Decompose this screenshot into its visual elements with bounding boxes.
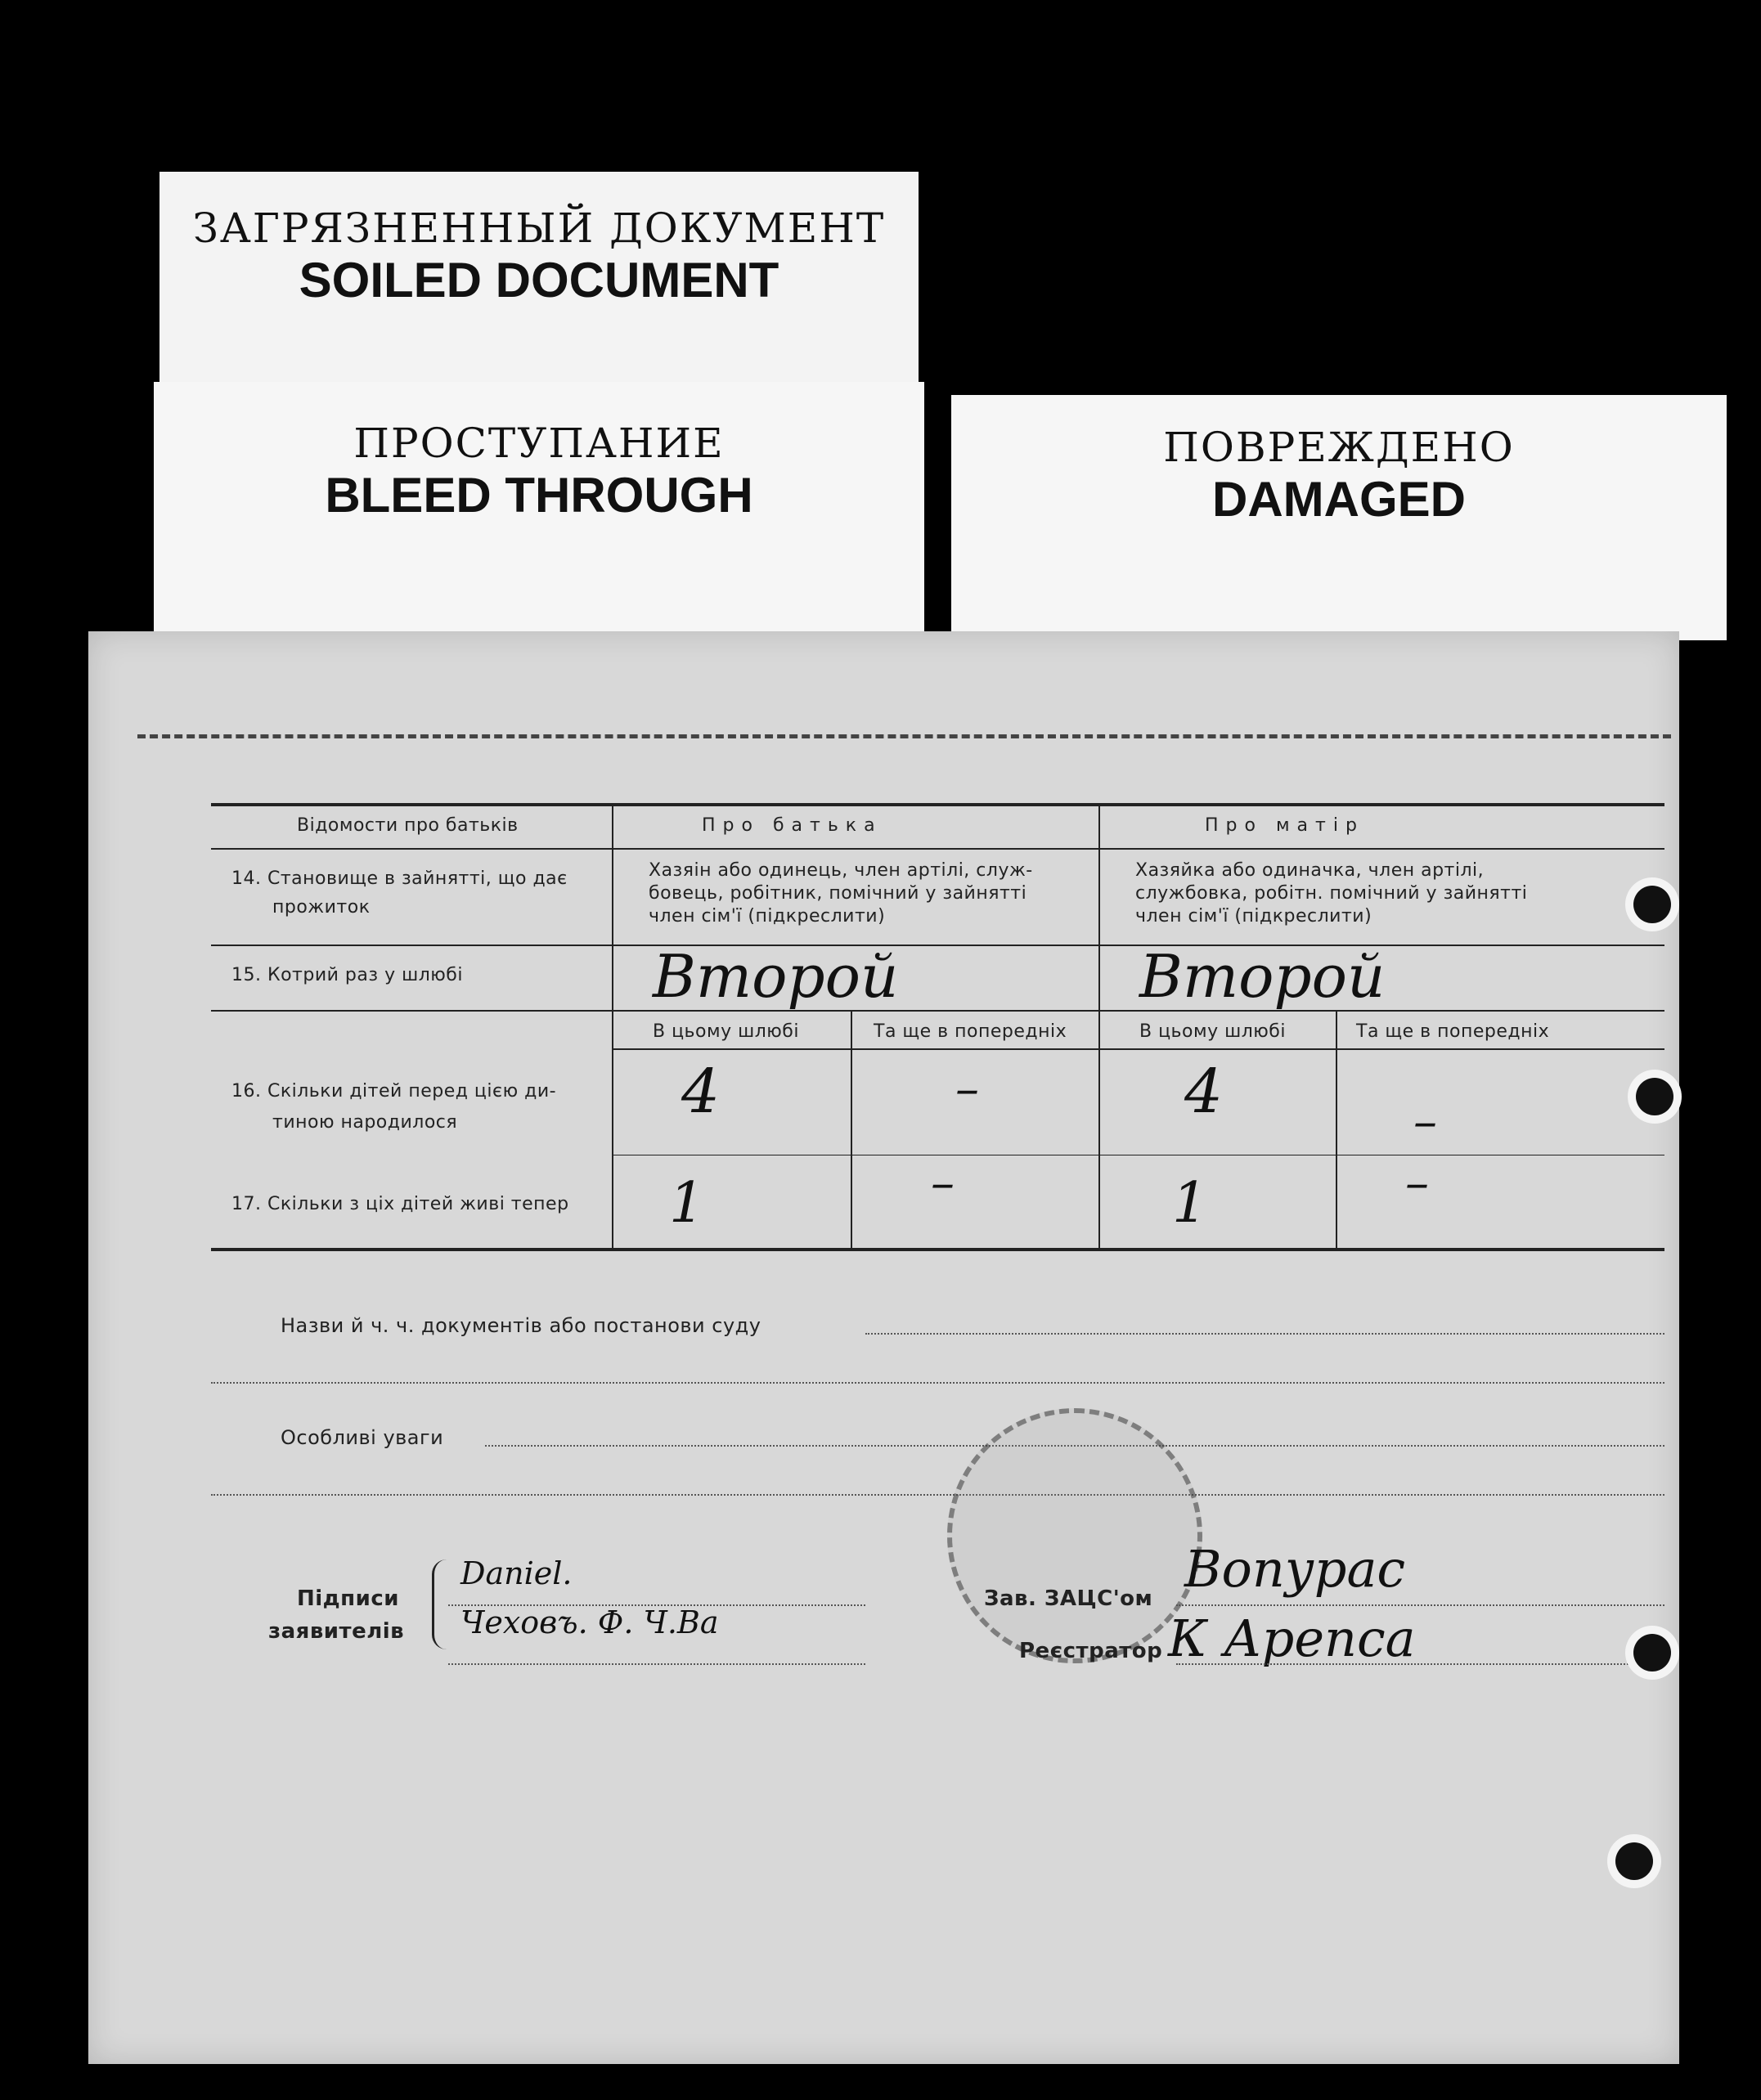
header-mother: Про матір [1205,815,1364,836]
slip-label-en: BLEED THROUGH [325,468,753,523]
subheader-this-marriage-father: В цьому шлюбі [653,1021,799,1042]
row17-mother-this: 1 [1172,1171,1208,1236]
row16-mother-prev: – [1413,1093,1437,1149]
slip-label-en: DAMAGED [1212,472,1466,527]
applicant-signature-1: Daniel. [460,1555,573,1591]
damaged-slip [951,395,1727,640]
row14-label: 14. Становище в зайнятті, що дає [231,868,568,889]
row17-father-prev: – [931,1155,955,1210]
row15-father-value: Второй [653,942,899,1011]
subheader-this-marriage-mother: В цьому шлюбі [1139,1021,1286,1042]
table-bottom-rule [211,1248,1664,1251]
punch-hole [1633,886,1671,923]
documents-label: Назви й ч. ч. документів або постанови суду [281,1314,761,1337]
zags-head-label: Зав. ЗАЦС'ом [984,1586,1153,1611]
slip-label-ru: ПРОСТУПАНИЕ [353,420,725,467]
row17-label: 17. Скільки з ціх дітей живі тепер [231,1194,569,1214]
slip-label-ru: ЗАГРЯЗНЕННЫЙ ДОКУМЕНТ [192,204,886,252]
row16-father-this: 4 [681,1057,721,1127]
punch-hole [1633,1634,1671,1671]
table-top-rule [211,803,1664,806]
remarks-label: Особливі уваги [281,1426,444,1449]
row15-label: 15. Котрий раз у шлюбі [231,965,463,985]
applicant-signature-2: Чеховъ. Ф. Ч.Ва [460,1604,719,1640]
zags-head-signature: Вопурас [1184,1539,1406,1599]
row17-mother-prev: – [1405,1155,1429,1210]
row14-father-options: Хазяін або одинець, член артілі, служ- [649,860,1033,881]
subheader-previous-father: Та ще в попередніх [874,1021,1067,1042]
bleed-through-slip [154,382,924,635]
punch-hole [1636,1078,1673,1115]
row14-mother-options: Хазяйка або одиначка, член артілі, [1135,860,1485,881]
official-stamp [947,1408,1202,1663]
registrar-signature: К Арепса [1168,1609,1416,1668]
subheader-previous-mother: Та ще в попередніх [1356,1021,1550,1042]
perforation-line [137,734,1671,738]
applicants-signatures-label: Підписи [297,1586,399,1611]
registration-form-page: Відомости про батьків Про батька Про матір 14. Становище в зайнятті, що дає прожиток Хазяін або одинець, член артілі, служ- бовець, робітник, помічний у зайнятті член сім'ї (підкреслити) Хазяйка або одиначка, член артілі, службовка, робітн. помічний у зайнятті член сім'ї (підкреслити) 15. Котрий раз у шлюбі Второй Второй В цьому шлюбі Та ще в попередніх В цьому шлюбі Та ще в попередніх 16. Скільки дітей перед цією ди- тиною народилося 4 – 4 – 17. Скільки з ціх дітей живі тепер 1 – 1 – Назви й ч. ч. документів або постанови суду Особливі уваги Підписи заявителів Daniel. Чеховъ. Ф. Ч.Ва Зав. ЗАЦС'ом Вопурас Реєстратор К Арепса [88,631,1679,2064]
row16-mother-this: 4 [1184,1057,1224,1127]
slip-label-en: SOILED DOCUMENT [299,253,779,307]
header-parents-info: Відомости про батьків [297,815,519,836]
row15-mother-value: Второй [1139,942,1386,1011]
header-father: Про батька [702,815,883,836]
row14-label-cont: прожиток [272,897,371,918]
registrar-label: Реєстратор [1019,1639,1163,1663]
row16-father-prev: – [955,1061,979,1116]
row17-father-this: 1 [669,1171,705,1236]
row16-label: 16. Скільки дітей перед цією ди- [231,1081,557,1102]
punch-hole [1615,1842,1653,1880]
slip-label-ru: ПОВРЕЖДЕНО [1163,424,1515,471]
soiled-document-slip [159,172,919,386]
